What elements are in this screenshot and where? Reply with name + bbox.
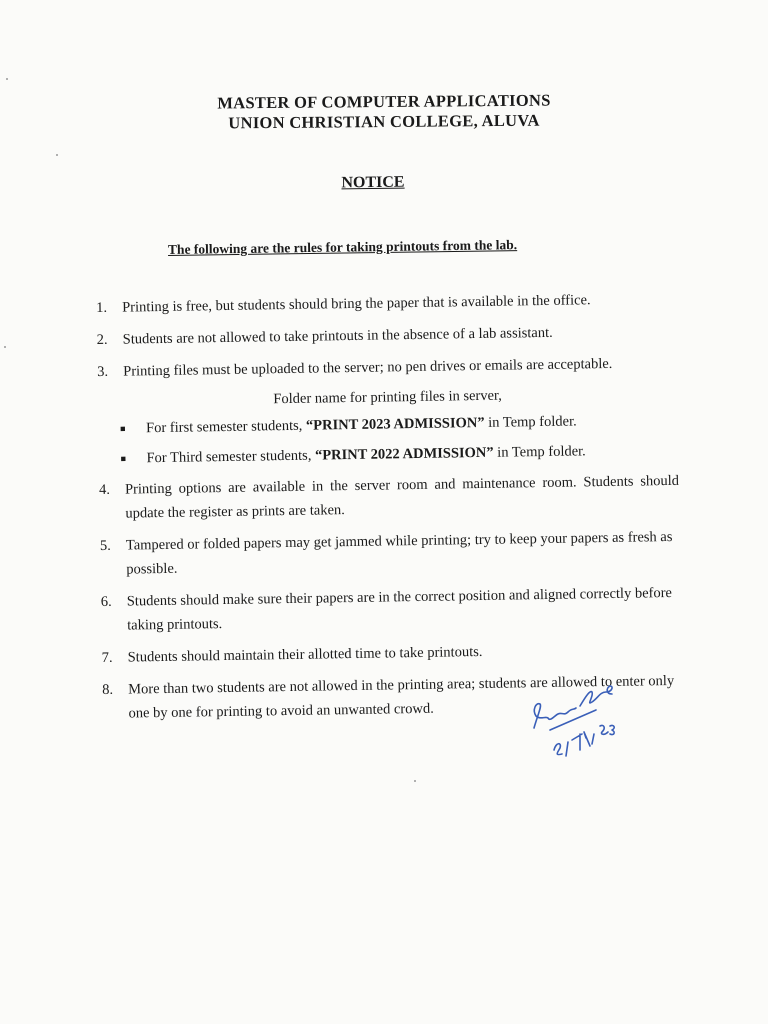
rule-number: 3. xyxy=(97,363,109,380)
rule-text: Students should maintain their allotted time to take printouts. xyxy=(127,643,483,666)
rule-item xyxy=(99,469,680,526)
folder-prefix: For Third semester students, xyxy=(146,447,316,467)
department-name: MASTER OF COMPUTER APPLICATIONS xyxy=(217,90,551,113)
rule-item xyxy=(96,287,676,320)
folder-bullet xyxy=(120,439,678,470)
rule-number: 2. xyxy=(96,331,108,348)
scan-speck xyxy=(56,154,58,156)
rule-number: 6. xyxy=(100,593,112,610)
folder-name: “PRINT 2023 ADMISSION” xyxy=(305,414,485,434)
folder-suffix: in Temp folder. xyxy=(484,413,577,431)
rules-subtitle: The following are the rules for taking printouts from the lab. xyxy=(167,237,518,257)
rule-number: 8. xyxy=(102,681,114,698)
scan-speck xyxy=(6,78,8,80)
bullet-icon: ■ xyxy=(120,423,126,434)
folder-intro: Folder name for printing files in server, xyxy=(273,387,503,408)
rule-text: Printing files must be uploaded to the server; no pen drives or emails are acceptable. xyxy=(123,355,613,380)
folder-name: “PRINT 2022 ADMISSION” xyxy=(314,444,494,464)
rule-item xyxy=(97,319,677,352)
folder-suffix: in Temp folder. xyxy=(493,443,586,461)
bullet-icon: ■ xyxy=(120,453,127,464)
rule-text: Tampered or folded papers may get jammed while printing; try to keep your papers as fresh as possible. xyxy=(125,528,673,578)
rule-number: 5. xyxy=(99,537,111,554)
folder-bullet xyxy=(120,409,678,440)
rule-item xyxy=(100,525,681,582)
hod-signature xyxy=(520,680,630,770)
scan-speck xyxy=(4,346,6,348)
rule-text: Printing is free, but students should bring the paper that is available in the office. xyxy=(122,292,591,316)
document-header xyxy=(0,92,768,132)
rule-number: 4. xyxy=(98,481,111,498)
folder-text xyxy=(146,440,586,469)
rule-number: 7. xyxy=(101,649,113,666)
rule-item xyxy=(97,351,677,384)
notice-title: NOTICE xyxy=(341,173,405,192)
folder-text xyxy=(146,410,577,439)
college-name: UNION CHRISTIAN COLLEGE, ALUVA xyxy=(228,110,540,133)
rule-item xyxy=(101,581,682,638)
rule-number: 1. xyxy=(96,299,108,316)
rule-text: Students should make sure their papers are in the correct position and aligned correctly before taking printouts. xyxy=(126,584,673,634)
scan-speck xyxy=(414,780,416,782)
rule-item xyxy=(101,637,681,670)
rules-list xyxy=(96,287,683,734)
folder-prefix: For first semester students, xyxy=(145,417,307,437)
rule-text: More than two students are not allowed in the printing area; students are allowed to enter only one by one for printing to avoid an unwanted crowd. xyxy=(128,672,675,722)
rule-text: Students are not allowed to take printouts in the absence of a lab assistant. xyxy=(122,324,553,348)
rule-text: Printing options are available in the server room and maintenance room. Students should update the register as prints are taken. xyxy=(124,472,680,522)
